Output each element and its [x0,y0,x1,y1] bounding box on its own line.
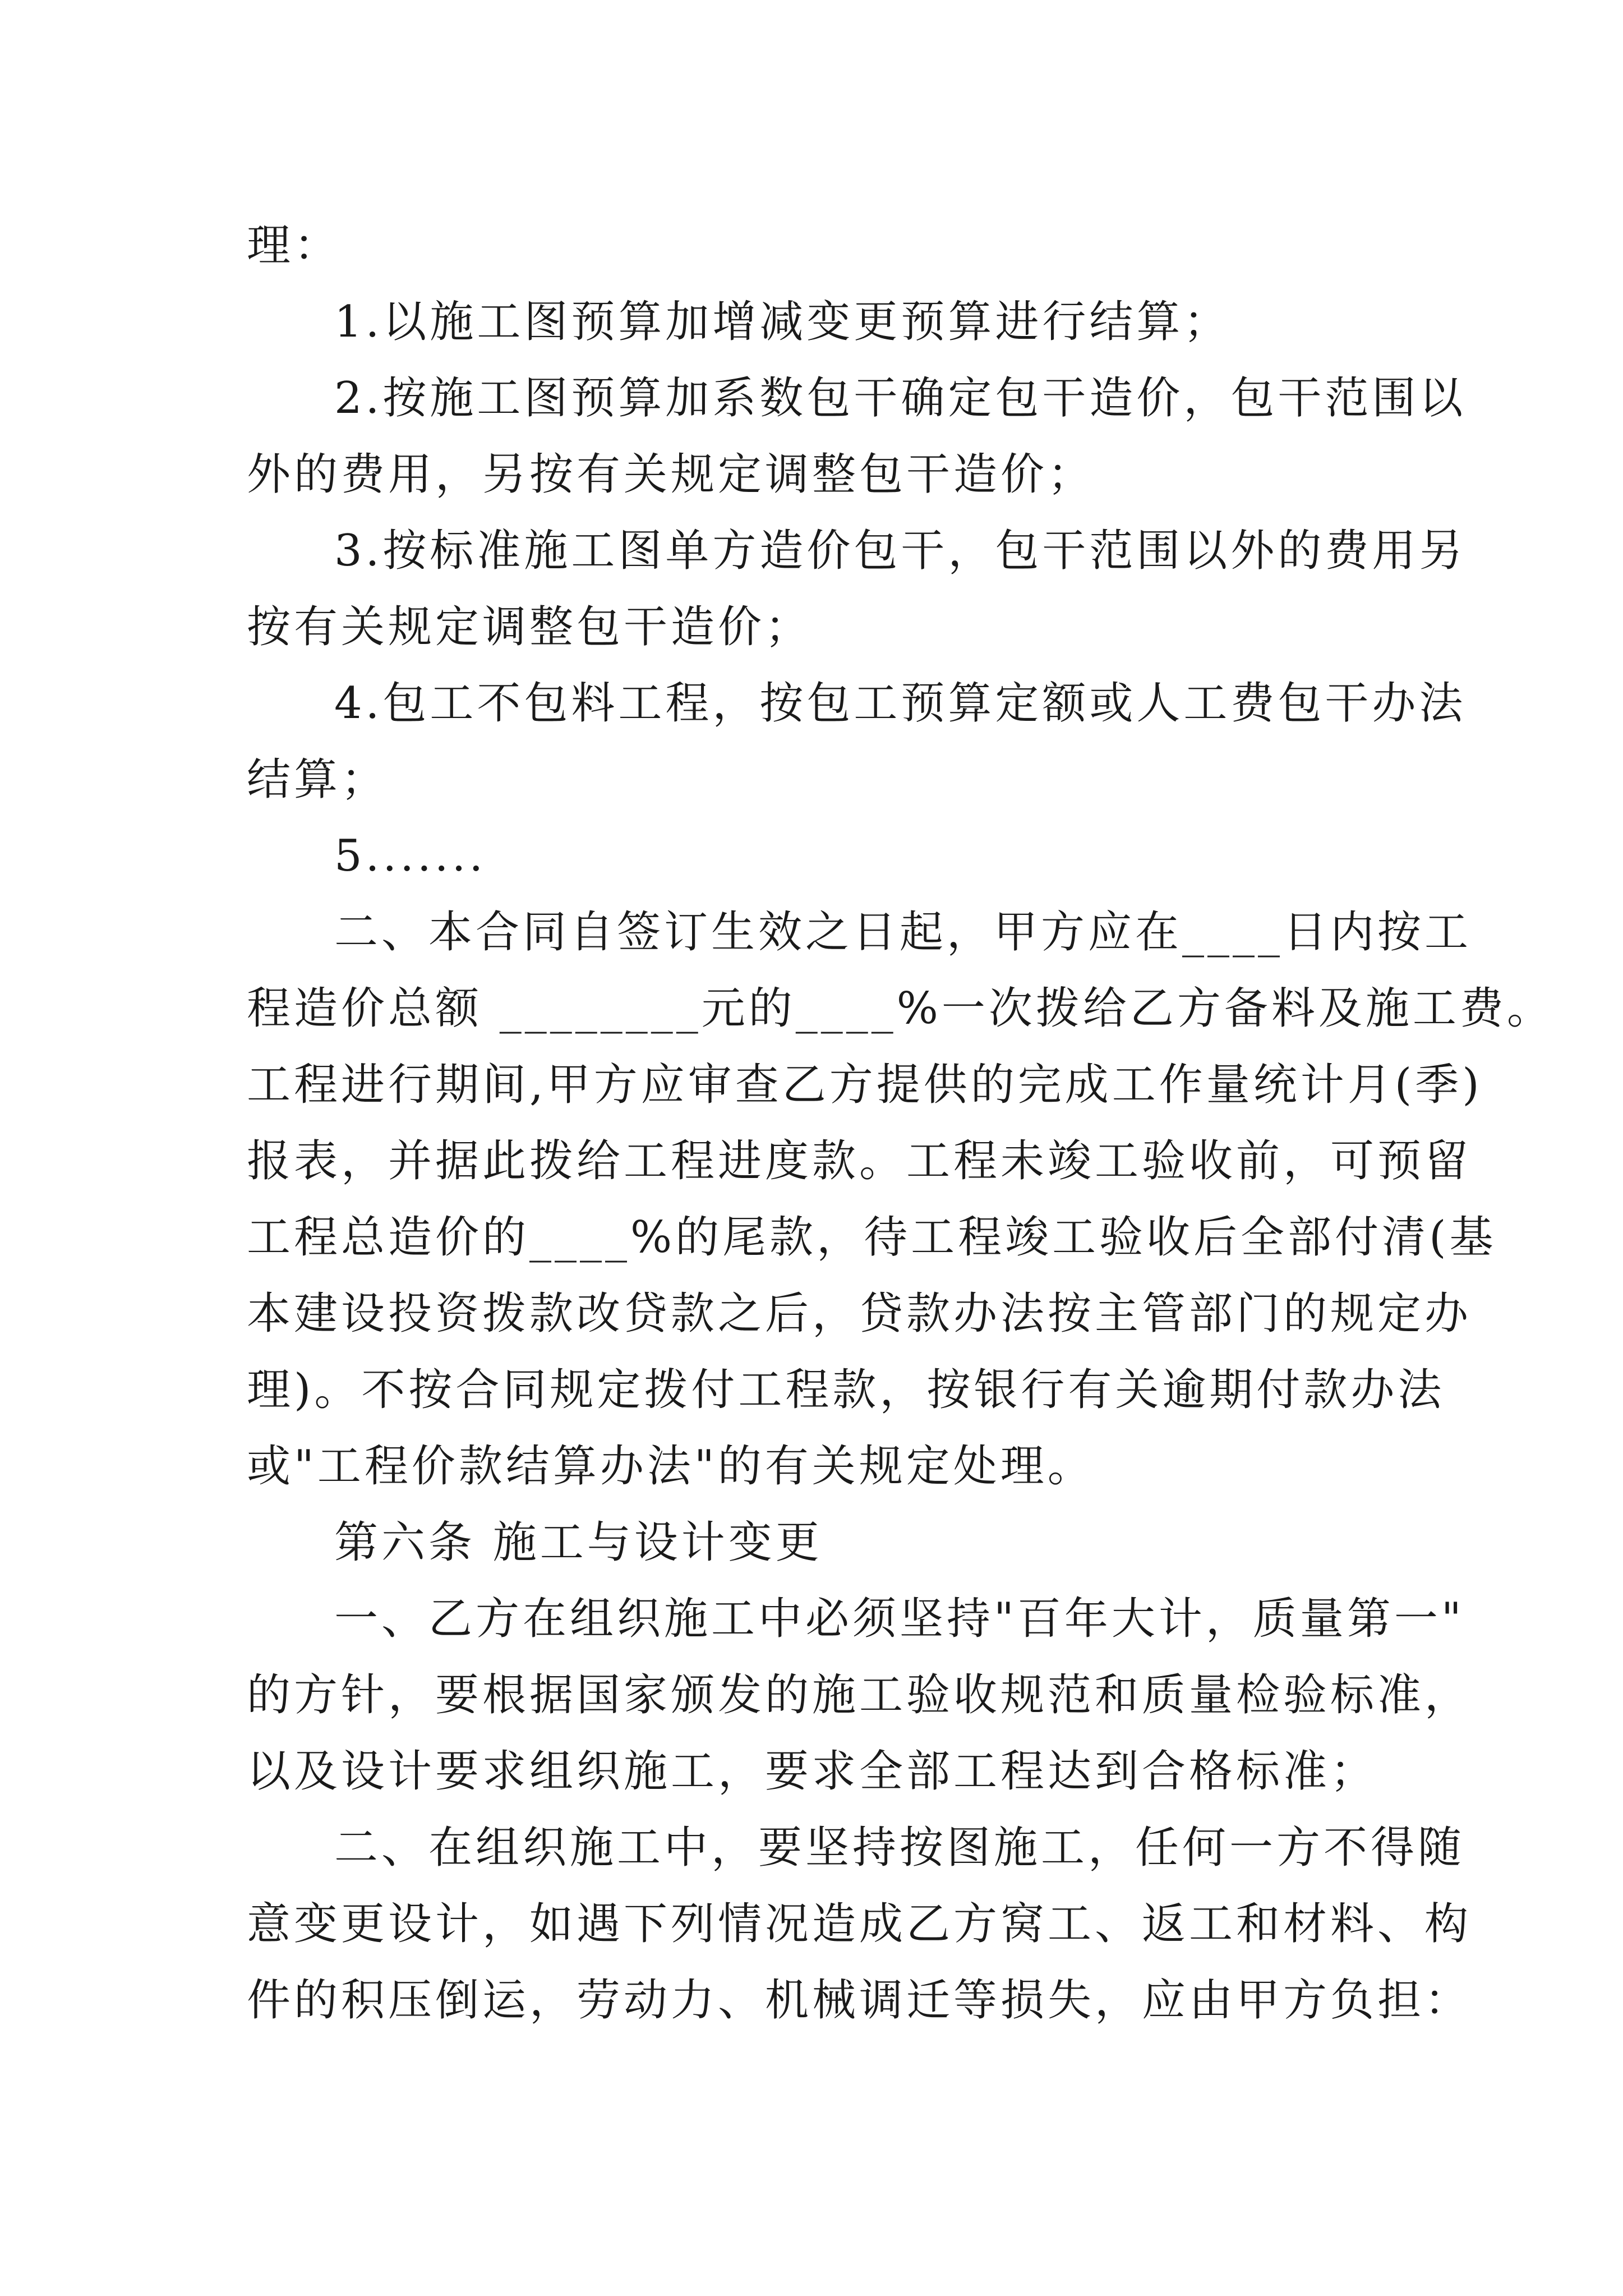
text-line: 1.以施工图预算加增减变更预算进行结算； [334,297,1231,347]
text-line: 2.按施工图预算加系数包干确定包干造价，包干范围以 [334,373,1467,424]
text-line: 4.包工不包料工程，按包工预算定额或人工费包干办法 [334,678,1467,729]
text-line: 理： [247,220,342,271]
text-line: 件的积压倒运，劳动力、机械调迁等损失，应由甲方负担： [247,1975,1472,2026]
text-line: 结算； [247,754,389,805]
text-line: 外的费用，另按有关规定调整包干造价； [247,449,1095,500]
text-line: 意变更设计，如遇下列情况造成乙方窝工、返工和材料、构 [247,1899,1472,1949]
text-line: 二、本合同自签订生效之日起，甲方应在____日内按工 [334,907,1472,958]
text-line: 或"工程价款结算办法"的有关规定处理。 [247,1441,1095,1492]
text-line: 报表，并据此拨给工程进度款。工程未竣工验收前，可预留 [247,1136,1472,1186]
text-line: 以及设计要求组织施工，要求全部工程达到合格标准； [247,1746,1378,1797]
text-line: 理)。不按合同规定拨付工程款，按银行有关逾期付款办法 [247,1365,1445,1415]
text-line: 程造价总额 ________元的____%一次拨给乙方备料及施工费。 [247,983,1554,1034]
text-line: 工程进行期间,甲方应审查乙方提供的完成工作量统计月(季) [247,1060,1483,1110]
text-line: 本建设投资拨款改贷款之后，贷款办法按主管部门的规定办 [247,1289,1472,1339]
text-line: 3.按标准施工图单方造价包干，包干范围以外的费用另 [334,526,1467,576]
section-heading: 第六条 施工与设计变更 [334,1517,823,1568]
text-line: 5....... [334,831,487,881]
document-body [247,208,1554,2039]
text-line: 的方针，要根据国家颁发的施工验收规范和质量检验标准， [247,1670,1472,1720]
text-line: 二、在组织施工中，要坚持按图施工，任何一方不得随 [334,1823,1465,1873]
text-line: 工程总造价的____%的尾款，待工程竣工验收后全部付清(基 [247,1212,1497,1263]
text-line: 一、乙方在组织施工中必须坚持"百年大计，质量第一" [334,1594,1465,1644]
text-line: 按有关规定调整包干造价； [247,602,813,652]
